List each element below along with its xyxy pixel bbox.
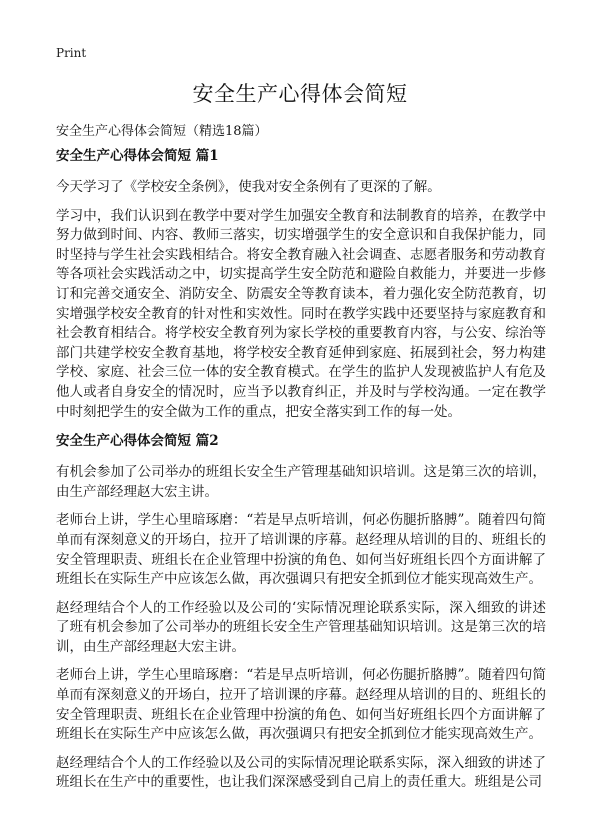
paragraph: 有机会参加了公司举办的班组长安全生产管理基础知识培训。这是第三次的培训，由生产部经理赵大宏主讲。 (56, 464, 546, 500)
paragraph: 赵经理结合个人的工作经验以及公司的实际情况理论联系实际，深入细致的讲述了班组长在生产中的重要性，也让我们深深感受到自己肩上的责任重大。班组是公司 (56, 754, 546, 791)
paragraph: 今天学习了《学校安全条例》，使我对安全条例有了更深的了解。 (56, 179, 441, 195)
section-heading: 安全生产心得体会简短 篇2 (56, 433, 219, 450)
paragraph: 老师台上讲，学生心里暗琢磨：“若是早点听培训，何必伤腿折胳膊”。随着四句简单而有深刻意义的开场白，拉开了培训课的序幕。赵经理从培训的目的、班组长的安全管理职责、班组长在企业管理中扮演的角色、如何当好班组长四个方面讲解了班组长在实际生产中应该怎么做，再次强调只有把安全抓到位才能实现高效生产。 (56, 667, 546, 743)
paragraph: 学习中，我们认识到在教学中要对学生加强安全教育和法制教育的培养，在教学中努力做到时间、内容、教师三落实，切实增强学生的安全意识和自我保护能力，同时坚持与学生社会实践相结合。将安全教育融入社会调查、志愿者服务和劳动教育等各项社会实践活动之中，切实提高学生安全防范和避险自救能力，并要进一步修订和完善交通安全、消防安全、防震安全等教育读本，着力强化安全防范教育，切实增强学校安全教育的针对性和实效性。同时在教学实践中还要坚持与家庭教育和社会教育相结合。将学校安全教育列为家长学校的重要教育内容，与公安、综治等部门共建学校安全教育基地，将学校安全教育延伸到家庭、拓展到社会，努力构建学校、家庭、社会三位一体的安全教育模式。在学生的监护人发现被监护人有危及他人或者自身安全的情况时，应当予以教育纠正，并及时与学校沟通。一定在教学中时刻把学生的安全做为工作的重点，把安全落实到工作的每一处。 (56, 207, 546, 420)
document-body (56, 146, 546, 802)
page-title: 安全生产心得体会简短 (192, 82, 408, 106)
paragraph: 老师台上讲，学生心里暗琢磨：“若是早点听培训，何必伤腿折胳膊”。随着四句简单而有深刻意义的开场白，拉开了培训课的序幕。赵经理从培训的目的、班组长的安全管理职责、班组长在企业管理中扮演的角色、如何当好班组长四个方面讲解了班组长在实际生产中应该怎么做，再次强调只有把安全抓到位才能实现高效生产。 (56, 512, 546, 588)
print-label[interactable]: Print (56, 46, 87, 60)
document-subtitle: 安全生产心得体会简短（精选18篇） (56, 124, 268, 139)
section-heading: 安全生产心得体会简短 篇1 (56, 148, 219, 164)
paragraph: 赵经理结合个人的工作经验以及公司的‘实际情况理论联系实际，深入细致的讲述了班有机会参加了公司举办的班组长安全生产管理基础知识培训。这是第三次的培训，由生产部经理赵大宏主讲。 (56, 599, 546, 655)
